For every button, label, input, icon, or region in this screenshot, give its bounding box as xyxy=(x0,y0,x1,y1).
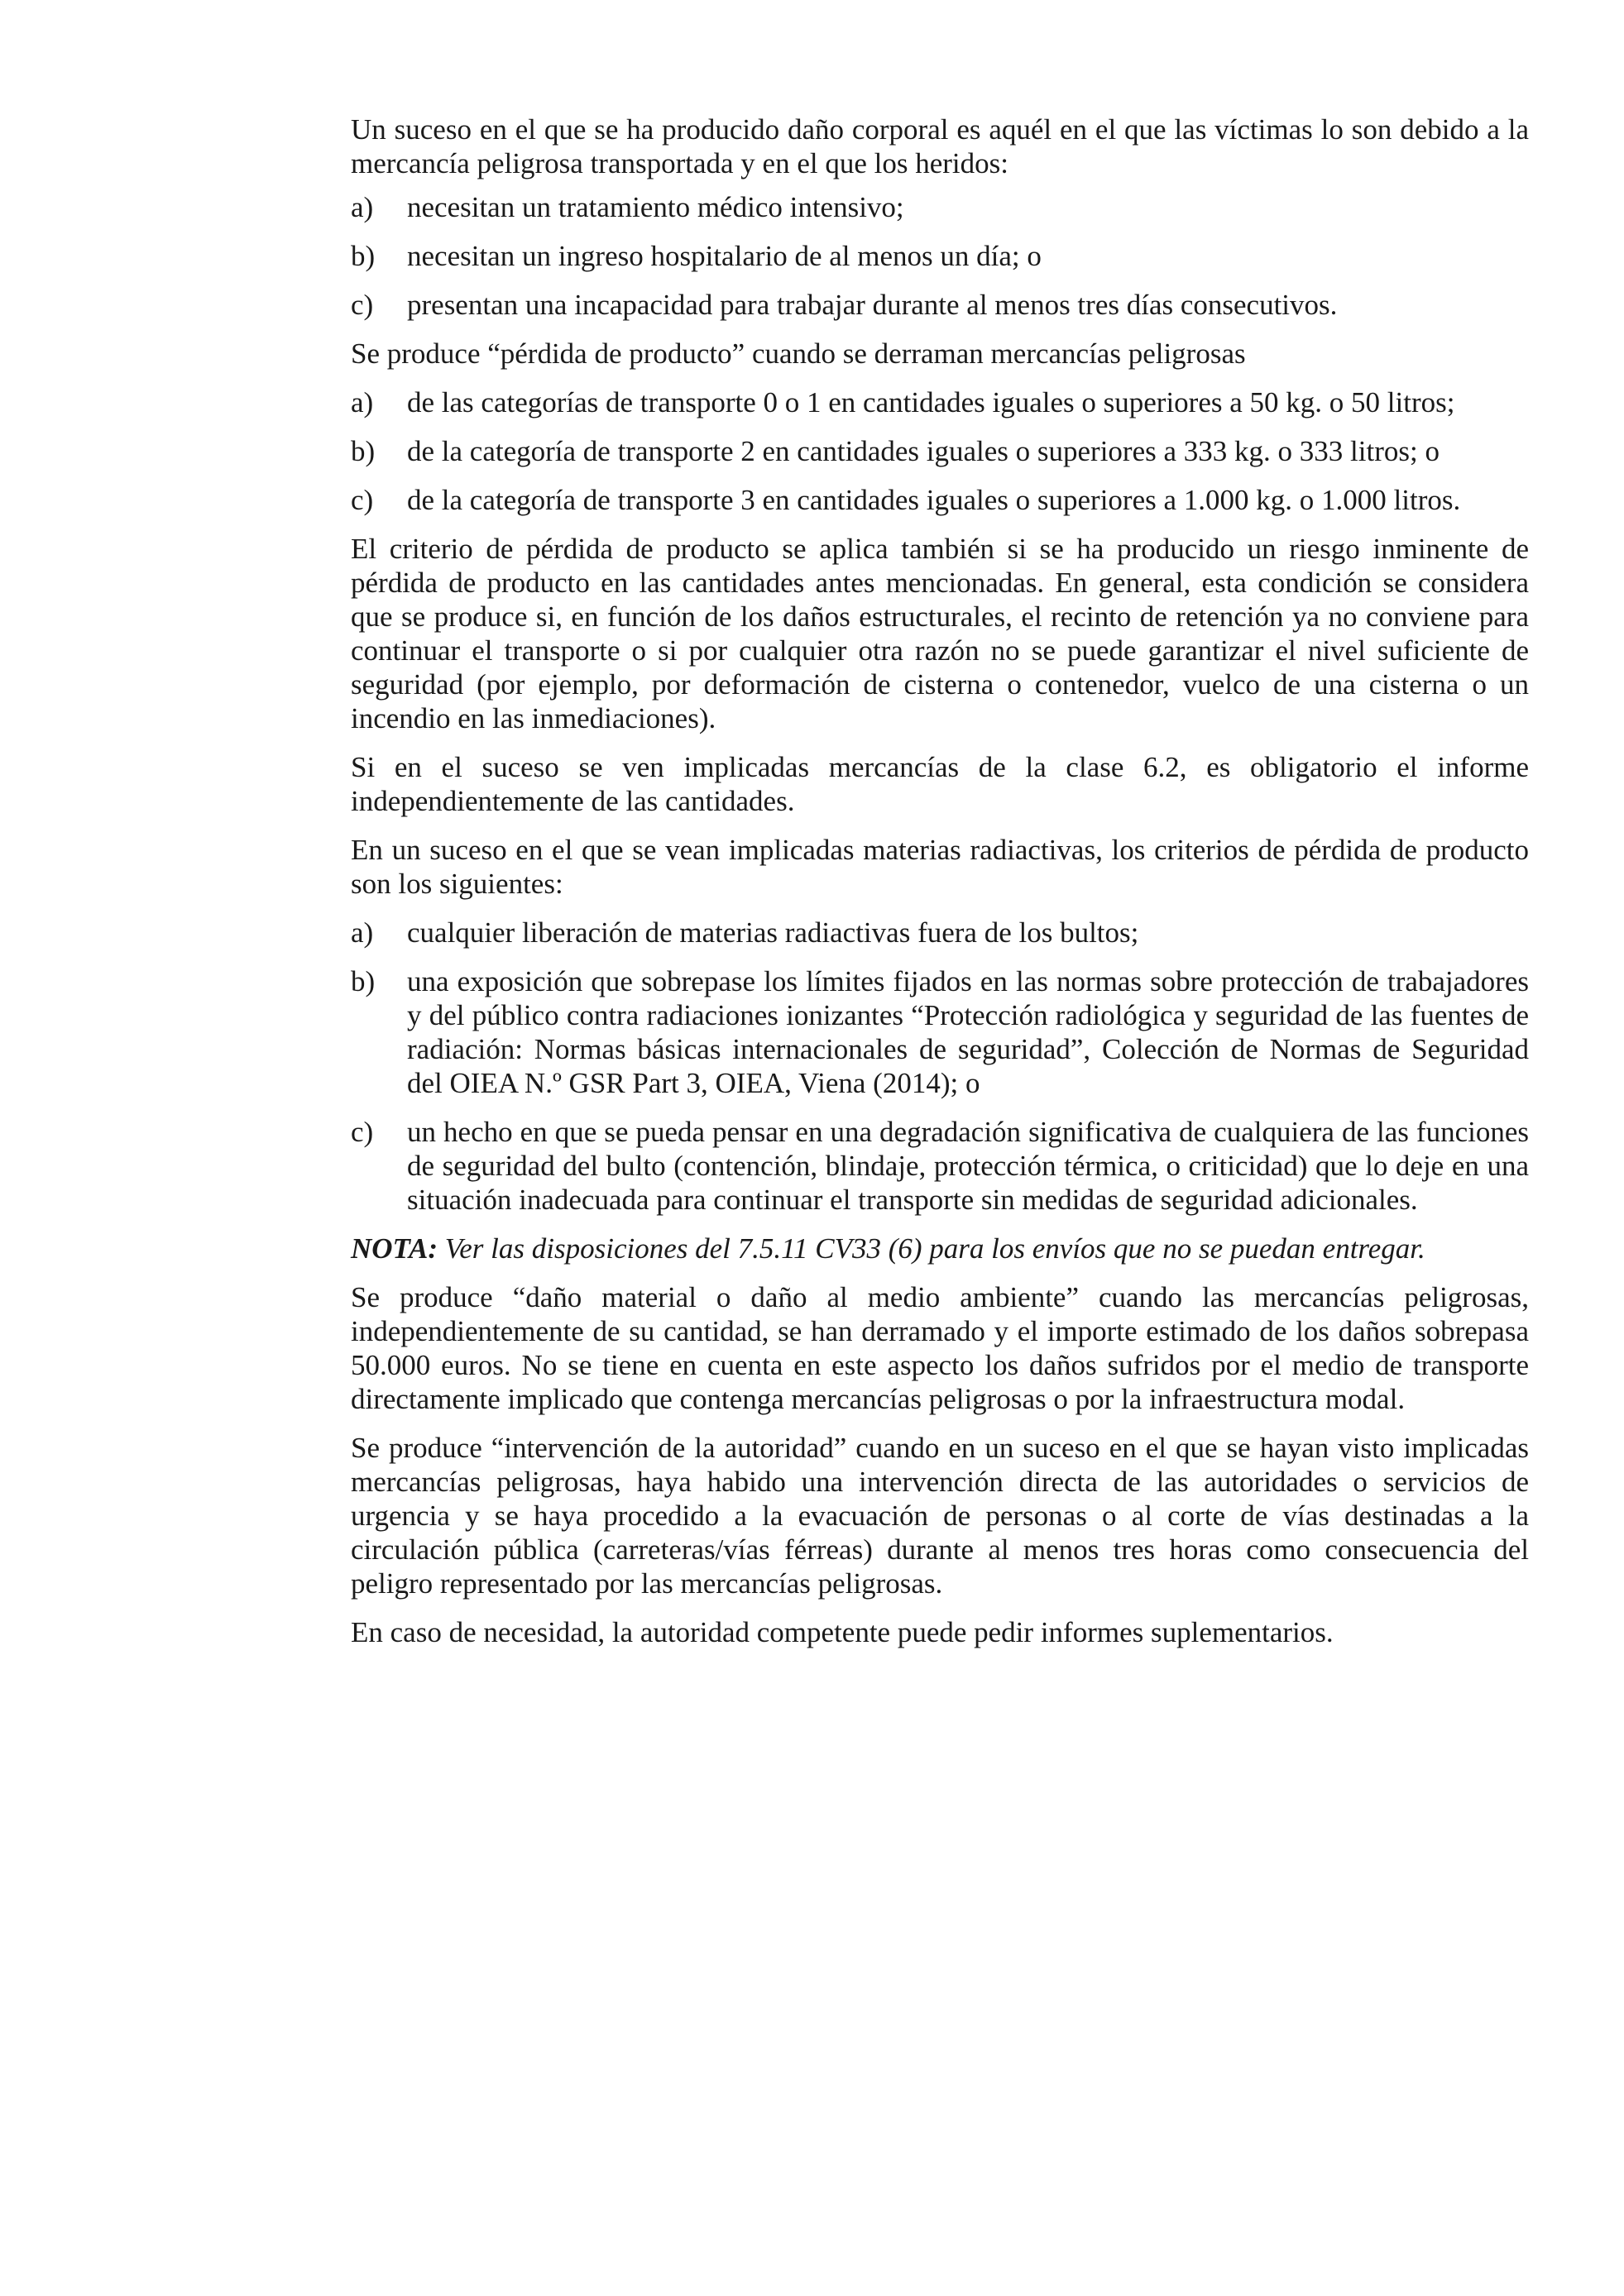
list-text: necesitan un ingreso hospitalario de al menos un día; o xyxy=(407,240,1042,272)
list-text: de las categorías de transporte 0 o 1 en cantidades iguales o superiores a 50 kg. o 50 litros; xyxy=(407,386,1455,419)
list-marker: a) xyxy=(351,191,374,223)
list-text: de la categoría de transporte 2 en cantidades iguales o superiores a 333 kg. o 333 litros; o xyxy=(407,435,1440,467)
note-label: NOTA: xyxy=(351,1232,438,1265)
criterion-paragraph: El criterio de pérdida de producto se aplica también si se ha producido un riesgo inminente de pérdida de producto en las cantidades antes mencionadas. En general, esta condición se considera que se produce si, en función de los daños estructurales, el recinto de retención ya no conviene para continuar el transporte o si por cualquier otra razón no se puede garantizar el nivel suficiente de seguridad (por ejemplo, por deformación de cisterna o contenedor, vuelco de una cisterna o un incendio en las inmediaciones). xyxy=(351,533,1529,734)
radioactive-intro: En un suceso en el que se vean implicadas materias radiactivas, los criterios de pérdida de producto son los siguientes: xyxy=(351,834,1529,900)
document-page xyxy=(351,112,1529,1659)
class-6-2-paragraph: Si en el suceso se ven implicadas mercancías de la clase 6.2, es obligatorio el informe independientemente de las cantidades. xyxy=(351,751,1529,817)
list-marker: c) xyxy=(351,484,374,516)
list-marker: a) xyxy=(351,386,374,419)
note-paragraph xyxy=(351,1232,1529,1265)
list-marker: c) xyxy=(351,289,374,321)
injury-criteria-list xyxy=(351,190,1529,322)
authority-paragraph: Se produce “intervención de la autoridad” cuando en un suceso en el que se hayan visto implicadas mercancías peligrosas, haya habido una intervención directa de las autoridades o servicios de urgencia y se haya procedido a la evacuación de personas o al corte de vías destinadas a la circulación pública (carreteras/vías férreas) durante al menos tres horas como consecuencia del peligro representado por las mercancías peligrosas. xyxy=(351,1432,1529,1600)
list-item xyxy=(351,190,1529,224)
list-item xyxy=(351,385,1529,419)
list-item xyxy=(351,239,1529,273)
list-item xyxy=(351,288,1529,322)
list-text: de la categoría de transporte 3 en cantidades iguales o superiores a 1.000 kg. o 1.000 litros. xyxy=(407,484,1461,516)
list-marker: b) xyxy=(351,435,376,467)
list-marker: c) xyxy=(351,1116,374,1148)
list-item xyxy=(351,1115,1529,1217)
list-text: cualquier liberación de materias radiactivas fuera de los bultos; xyxy=(407,916,1139,949)
note-text: Ver las disposiciones del 7.5.11 CV33 (6) para los envíos que no se puedan entregar. xyxy=(438,1232,1425,1265)
radioactive-criteria-list xyxy=(351,916,1529,1217)
product-loss-list xyxy=(351,385,1529,517)
closing-paragraph: En caso de necesidad, la autoridad competente puede pedir informes suplementarios. xyxy=(351,1616,1334,1648)
list-item xyxy=(351,916,1529,949)
product-loss-intro: Se produce “pérdida de producto” cuando se derraman mercancías peligrosas xyxy=(351,337,1246,370)
list-item xyxy=(351,434,1529,468)
list-item xyxy=(351,483,1529,517)
list-text: presentan una incapacidad para trabajar durante al menos tres días consecutivos. xyxy=(407,289,1338,321)
list-text: una exposición que sobrepase los límites fijados en las normas sobre protección de trabajadores y del público contra radiaciones ionizantes “Protección radiológica y seguridad de las fuentes de radiación: Normas básicas internacionales de seguridad”, Colección de Normas de Seguridad del OIEA N.º GSR Part 3, OIEA, Viena (2014); o xyxy=(407,965,1529,1099)
list-marker: b) xyxy=(351,965,376,997)
list-text: necesitan un tratamiento médico intensivo; xyxy=(407,191,904,223)
intro-paragraph: Un suceso en el que se ha producido daño corporal es aquél en el que las víctimas lo son debido a la mercancía peligrosa transportada y en el que los heridos: xyxy=(351,113,1529,179)
list-item xyxy=(351,964,1529,1100)
list-marker: a) xyxy=(351,916,374,949)
list-marker: b) xyxy=(351,240,376,272)
damage-paragraph: Se produce “daño material o daño al medio ambiente” cuando las mercancías peligrosas, independientemente de su cantidad, se han derramado y el importe estimado de los daños sobrepasa 50.000 euros. No se tiene en cuenta en este aspecto los daños sufridos por el medio de transporte directamente implicado que contenga mercancías peligrosas o por la infraestructura modal. xyxy=(351,1281,1529,1415)
list-text: un hecho en que se pueda pensar en una degradación significativa de cualquiera de las funciones de seguridad del bulto (contención, blindaje, protección térmica, o criticidad) que lo deje en una situación inadecuada para continuar el transporte sin medidas de seguridad adicionales. xyxy=(407,1116,1529,1216)
